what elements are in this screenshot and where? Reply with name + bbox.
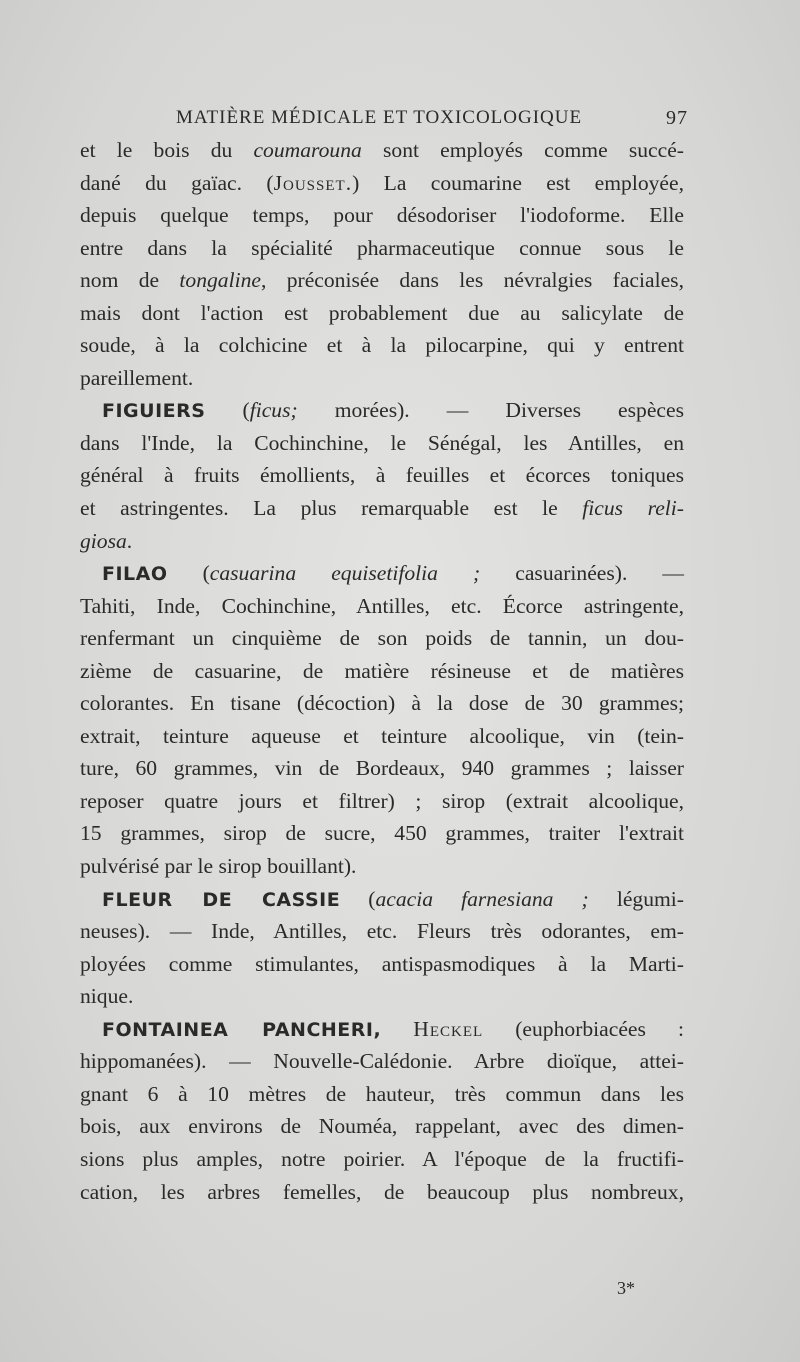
text-line <box>80 785 684 818</box>
text-line <box>80 1045 684 1078</box>
line-text: gnant 6 à 10 mètres de hauteur, très commun dans les <box>80 1081 684 1106</box>
line-text: (euphorbiacées : <box>483 1016 684 1041</box>
line-text: sont employés comme succé- <box>361 138 684 162</box>
italic-term: casuarina equisetifolia ; <box>209 561 481 586</box>
text-line <box>80 850 684 883</box>
body-text <box>80 134 684 1208</box>
author-name: Heckel <box>413 1016 484 1041</box>
page-number: 97 <box>666 107 688 129</box>
text-line <box>80 817 684 850</box>
line-text: ployées comme stimulantes, antispasmodiques à la Marti- <box>80 951 684 976</box>
line-text: ture, 60 grammes, vin de Bordeaux, 940 grammes ; laisser <box>80 756 684 781</box>
line-text: pareillement. <box>80 365 194 390</box>
text-line <box>80 622 684 655</box>
line-text: zième de casuarine, de matière résineuse et de matières <box>80 658 684 683</box>
italic-term: tongaline <box>179 268 261 293</box>
text-line <box>80 264 684 297</box>
text-line <box>80 1013 684 1046</box>
text-line <box>80 720 684 753</box>
line-text: casuarinées). — <box>480 561 685 586</box>
line-text <box>381 1017 413 1041</box>
text-line <box>80 1176 684 1209</box>
entry-term: FILAO <box>102 563 168 586</box>
line-text: et le bois du <box>80 138 254 162</box>
text-line <box>80 427 684 460</box>
text-line <box>80 948 684 981</box>
text-line <box>80 752 684 785</box>
text-line <box>80 687 684 720</box>
text-line <box>80 1078 684 1111</box>
text-line <box>80 297 684 330</box>
line-text: général à fruits émollients, à feuilles et écorces toniques <box>80 463 684 488</box>
italic-term: acacia farnesiana ; <box>375 886 589 911</box>
signature-mark: 3* <box>617 1278 635 1298</box>
text-line <box>80 492 684 525</box>
italic-term: giosa <box>80 528 127 553</box>
line-text: dans l'Inde, la Cochinchine, le Sénégal, les Antilles, en <box>80 430 684 455</box>
line-text: . <box>126 528 133 553</box>
line-text: nique. <box>80 984 134 1009</box>
line-text: dané du gaïac. ( <box>80 170 274 195</box>
text-line <box>80 394 684 427</box>
italic-term: ficus reli- <box>582 496 684 521</box>
author-name: Jousset. <box>273 170 353 195</box>
line-text: nom de <box>80 268 180 293</box>
line-text: ( <box>205 398 250 423</box>
text-line <box>80 362 684 395</box>
line-text: entre dans la spécialité pharmaceutique connue sous le <box>80 235 684 260</box>
text-line <box>80 980 684 1013</box>
text-line <box>80 590 684 623</box>
line-text: pulvérisé par le sirop bouillant). <box>80 854 357 879</box>
line-text: légumi- <box>588 886 684 911</box>
text-line <box>80 883 684 916</box>
line-text: hippomanées). — Nouvelle-Calédonie. Arbre dioïque, attei- <box>80 1049 684 1074</box>
text-line <box>80 525 684 558</box>
line-text: depuis quelque temps, pour désodoriser l'iodoforme. Elle <box>80 203 684 228</box>
running-title: MATIÈRE MÉDICALE ET TOXICOLOGIQUE <box>176 107 583 128</box>
italic-term: coumarouna <box>253 138 362 162</box>
line-text: 15 grammes, sirop de sucre, 450 grammes, traiter l'extrait <box>80 821 684 846</box>
text-line <box>80 557 684 590</box>
line-text: neuses). — Inde, Antilles, etc. Fleurs très odorantes, em- <box>80 919 684 944</box>
text-line <box>80 134 684 167</box>
line-text: sions plus amples, notre poirier. A l'époque de la fructifi- <box>80 1146 684 1171</box>
line-text: extrait, teinture aqueuse et teinture alcoolique, vin (tein- <box>80 723 684 748</box>
line-text: ( <box>167 561 210 586</box>
text-line <box>80 459 684 492</box>
line-text: bois, aux environs de Nouméa, rappelant, avec des dimen- <box>80 1114 684 1139</box>
entry-term: FLEUR DE CASSIE <box>102 888 341 911</box>
text-line <box>80 915 684 948</box>
entry-term: FONTAINEA PANCHERI, <box>102 1018 382 1041</box>
entry-term: FIGUIERS <box>102 400 206 423</box>
text-line <box>80 655 684 688</box>
line-text: ( <box>340 886 376 911</box>
line-text: morées). — Diverses espèces <box>297 398 684 423</box>
line-text: colorantes. En tisane (décoction) à la dose de 30 grammes; <box>80 691 684 716</box>
text-line <box>80 232 684 265</box>
line-text: renfermant un cinquième de son poids de tannin, un dou- <box>80 626 684 651</box>
italic-term: ficus; <box>249 398 298 423</box>
line-text: , préconisée dans les névralgies faciales, <box>261 268 684 293</box>
text-line <box>80 329 684 362</box>
line-text: et astringentes. La plus remarquable est le <box>80 496 583 521</box>
text-line <box>80 167 684 200</box>
text-line <box>80 1110 684 1143</box>
line-text: cation, les arbres femelles, de beaucoup plus nombreux, <box>80 1179 684 1204</box>
line-text: reposer quatre jours et filtrer) ; sirop (extrait alcoolique, <box>80 788 684 813</box>
line-text: Tahiti, Inde, Cochinchine, Antilles, etc. Écorce astringente, <box>80 593 684 618</box>
line-text: mais dont l'action est probablement due au salicylate de <box>80 300 684 325</box>
text-line <box>80 199 684 232</box>
text-line <box>80 1143 684 1176</box>
line-text: soude, à la colchicine et à la pilocarpine, qui y entrent <box>80 333 684 358</box>
line-text: ) La coumarine est employée, <box>352 170 684 195</box>
